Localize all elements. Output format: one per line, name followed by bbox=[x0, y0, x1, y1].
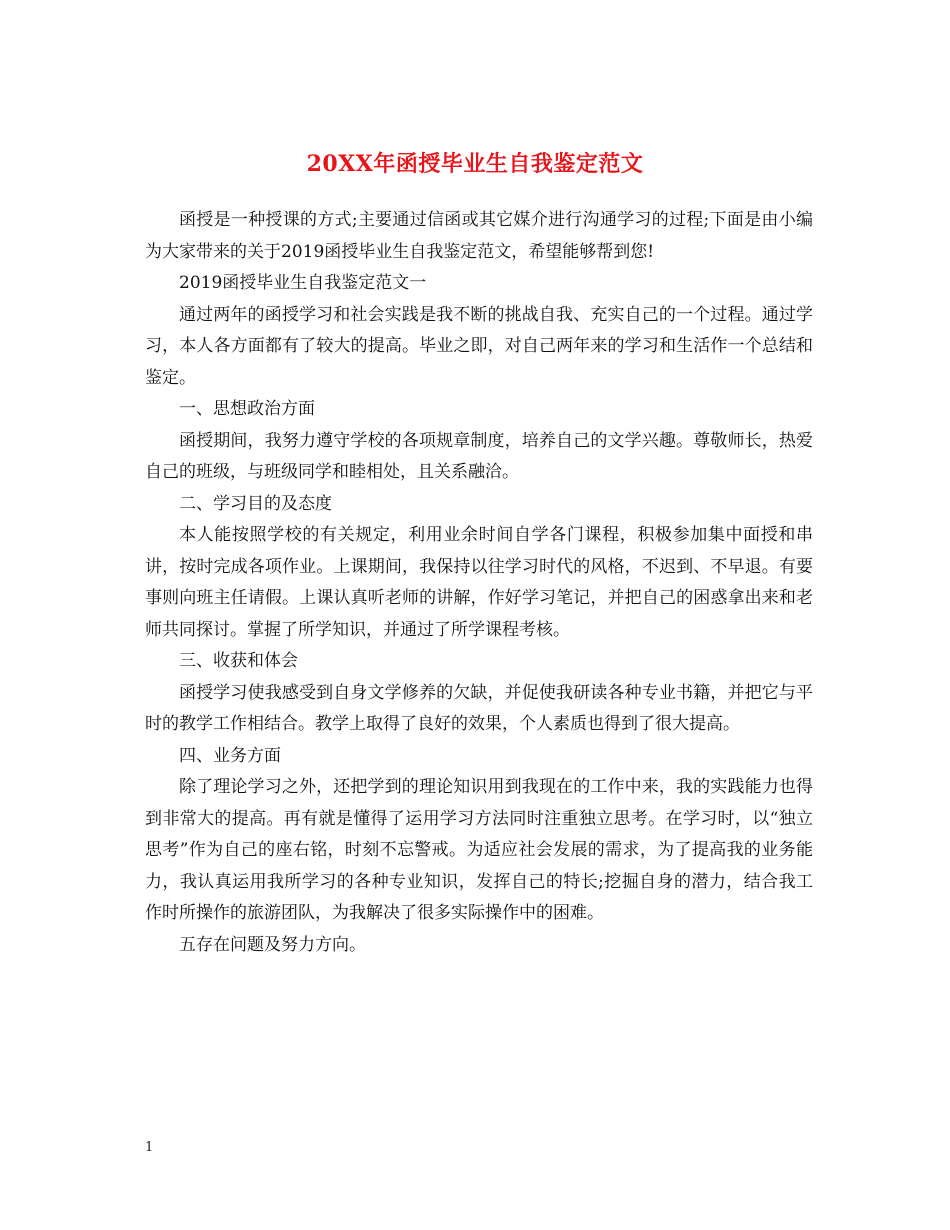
document-body bbox=[145, 205, 813, 961]
paragraph-work: 除了理论学习之外，还把学到的理论知识用到我现在的工作中来，我的实践能力也得到非常大的提高。再有就是懂得了运用学习方法同时注重独立思考。在学习时，以“独立思考”作为自己的座右铭，时刻不忘警戒。为适应社会发展的需求，为了提高我的业务能力，我认真运用我所学习的各种专业知识，发挥自己的特长;挖掘自身的潜力，结合我工作时所操作的旅游团队，为我解决了很多实际操作中的困难。 bbox=[145, 777, 813, 923]
page-number: 1 bbox=[145, 1140, 154, 1155]
paragraph-heading-work: 四、业务方面 bbox=[179, 745, 281, 766]
paragraph-overview: 通过两年的函授学习和社会实践是我不断的挑战自我、充实自己的一个过程。通过学习，本人各方面都有了较大的提高。毕业之即，对自己两年来的学习和生活作一个总结和鉴定。 bbox=[145, 304, 813, 388]
paragraph-study: 本人能按照学校的有关规定，利用业余时间自学各门课程，积极参加集中面授和串讲，按时完成各项作业。上课期间，我保持以往学习时代的风格，不迟到、不早退。有要事则向班主任请假。上课认真听老师的讲解，作好学习笔记，并把自己的困惑拿出来和老师共同探讨。掌握了所学知识，并通过了所学课程考核。 bbox=[145, 525, 813, 640]
paragraph-heading-gains: 三、收获和体会 bbox=[179, 651, 298, 671]
document-title: 20XX年函授毕业生自我鉴定范文 bbox=[306, 150, 644, 177]
paragraph-heading-political: 一、思想政治方面 bbox=[179, 399, 315, 419]
paragraph-intro: 函授是一种授课的方式;主要通过信函或其它媒介进行沟通学习的过程;下面是由小编为大家带来的关于2019函授毕业生自我鉴定范文，希望能够帮到您! bbox=[145, 210, 813, 262]
paragraph-gains: 函授学习使我感受到自身文学修养的欠缺，并促使我研读各种专业书籍，并把它与平时的教学工作相结合。教学上取得了良好的效果，个人素质也得到了很大提高。 bbox=[145, 682, 813, 734]
paragraph-heading-sample-one: 2019函授毕业生自我鉴定范文一 bbox=[179, 273, 427, 293]
paragraph-political: 函授期间，我努力遵守学校的各项规章制度，培养自己的文学兴趣。尊敬师长，热爱自己的班级，与班级同学和睦相处，且关系融洽。 bbox=[145, 430, 813, 482]
paragraph-heading-study: 二、学习目的及态度 bbox=[179, 493, 332, 514]
paragraph-heading-problems: 五存在问题及努力方向。 bbox=[179, 934, 366, 955]
